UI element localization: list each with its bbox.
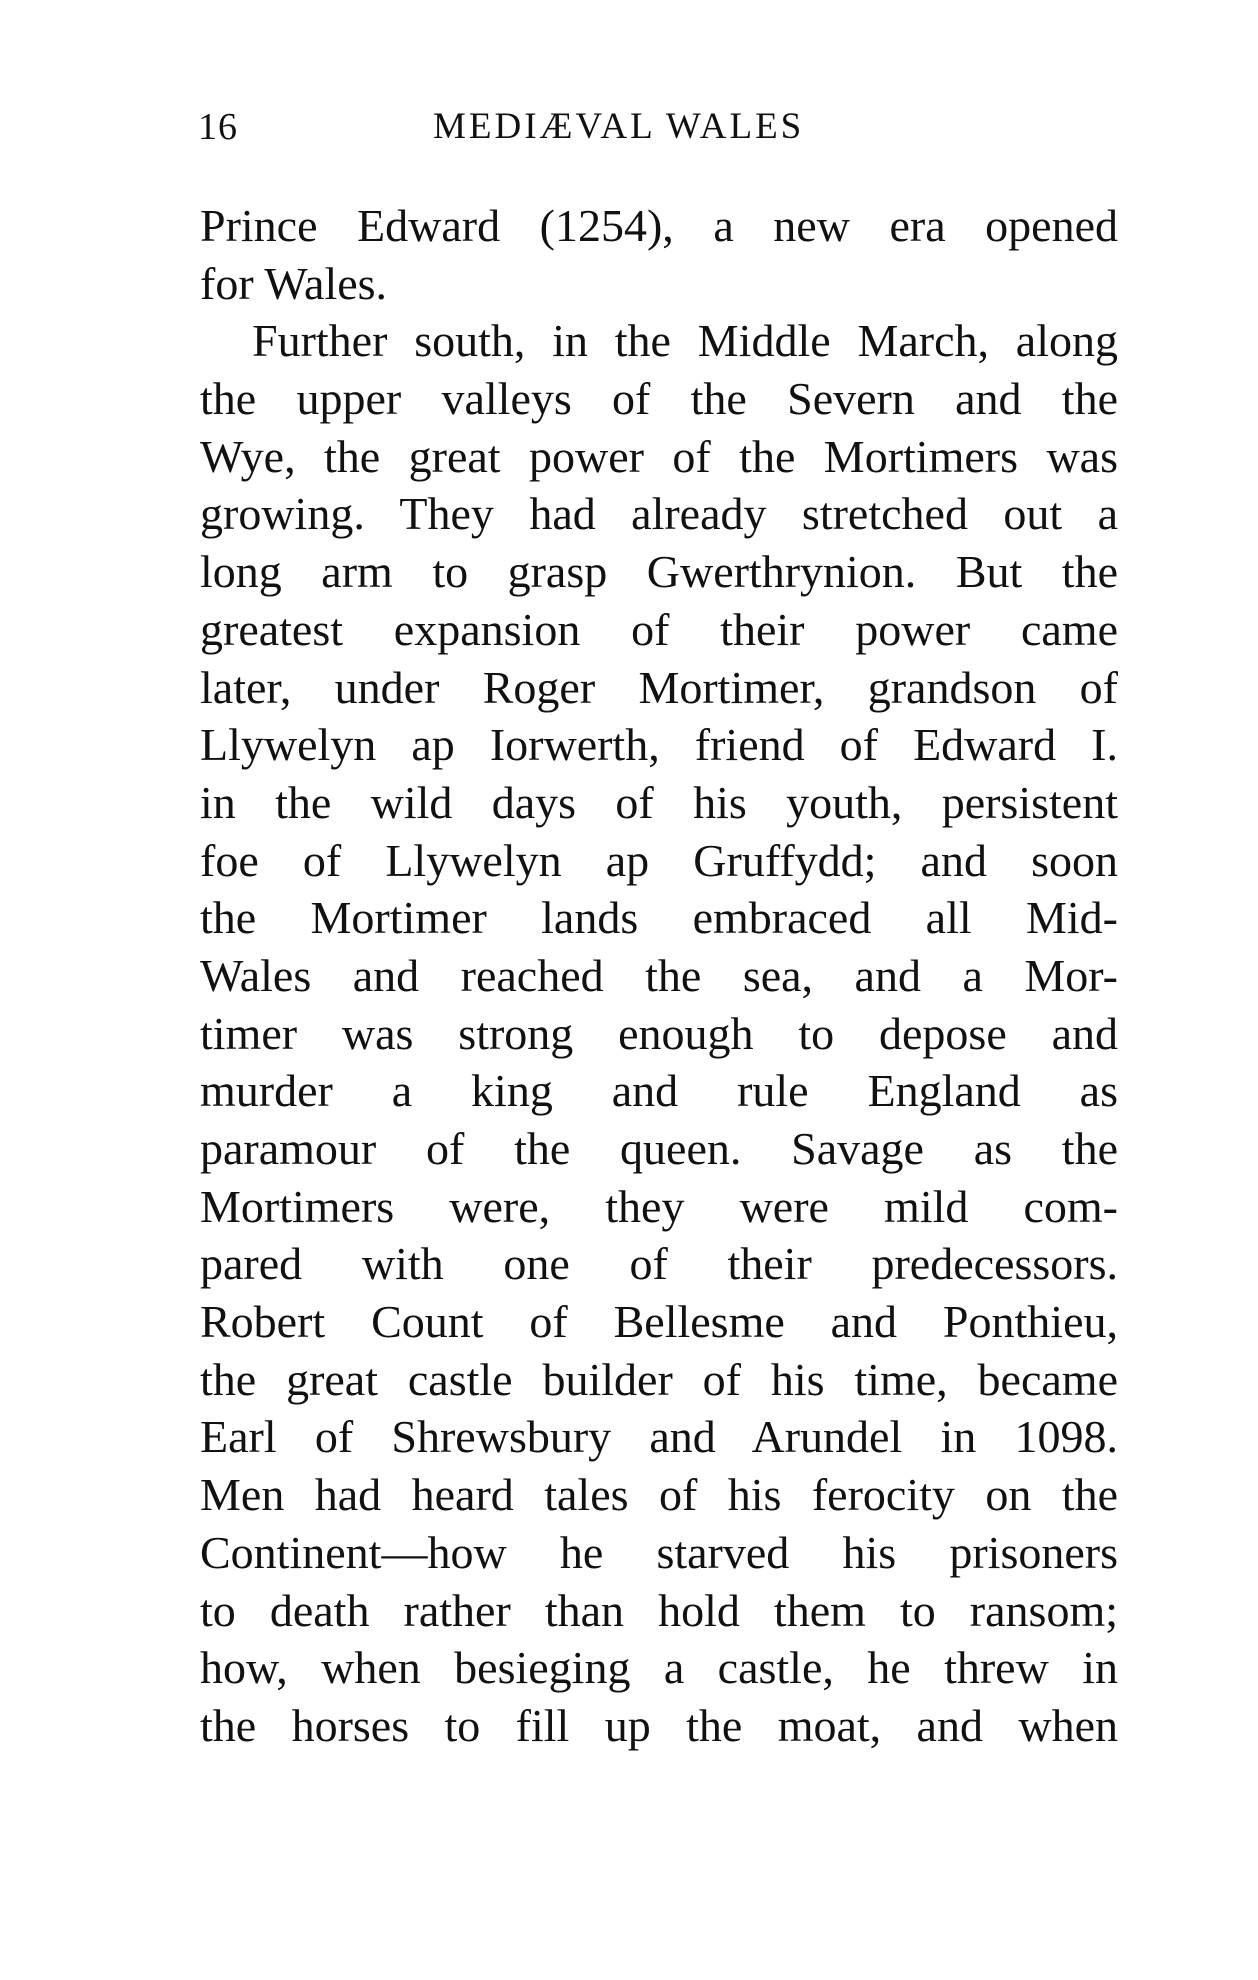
text-line: pared with one of their predecessors. (200, 1238, 1118, 1290)
page-number: 16 (198, 106, 238, 148)
text-line: in the wild days of his youth, persistent (200, 776, 1118, 828)
running-title: MEDIÆVAL WALES (433, 106, 805, 147)
text-line: Llywelyn ap Iorwerth, friend of Edward I. (200, 719, 1118, 771)
body-text (200, 197, 1118, 1755)
text-line: to death rather than hold them to ransom; (200, 1584, 1118, 1636)
text-line: murder a king and rule England as (200, 1065, 1118, 1117)
text-line: greatest expansion of their power came (200, 603, 1118, 655)
text-line: the upper valleys of the Severn and the (200, 373, 1118, 425)
text-line: Men had heard tales of his ferocity on the (200, 1469, 1118, 1521)
text-line: long arm to grasp Gwerthrynion. But the (200, 546, 1118, 598)
text-line: Earl of Shrewsbury and Arundel in 1098. (200, 1411, 1118, 1463)
text-line: Continent—how he starved his prisoners (200, 1526, 1118, 1578)
text-line: growing. They had already stretched out a (200, 488, 1118, 540)
text-line: timer was strong enough to depose and (200, 1007, 1118, 1059)
text-line: Wye, the great power of the Mortimers was (200, 430, 1118, 482)
text-line: Prince Edward (1254), a new era opened (200, 200, 1118, 251)
text-line: Further south, in the Middle March, along (252, 315, 1118, 367)
text-line: how, when besieging a castle, he threw in (200, 1642, 1118, 1694)
running-head (198, 105, 1118, 155)
text-line: later, under Roger Mortimer, grandson of (200, 661, 1118, 713)
text-line: for Wales. (200, 257, 388, 309)
text-line: the Mortimer lands embraced all Mid- (200, 892, 1118, 944)
text-line: paramour of the queen. Savage as the (200, 1123, 1118, 1174)
text-line: the horses to fill up the moat, and when (200, 1699, 1118, 1751)
text-line: the great castle builder of his time, became (200, 1353, 1118, 1405)
text-line: foe of Llywelyn ap Gruffydd; and soon (200, 834, 1118, 886)
text-line: Wales and reached the sea, and a Mor- (200, 949, 1118, 1001)
text-line: Mortimers were, they were mild com- (200, 1180, 1118, 1232)
text-line: Robert Count of Bellesme and Ponthieu, (200, 1296, 1118, 1348)
